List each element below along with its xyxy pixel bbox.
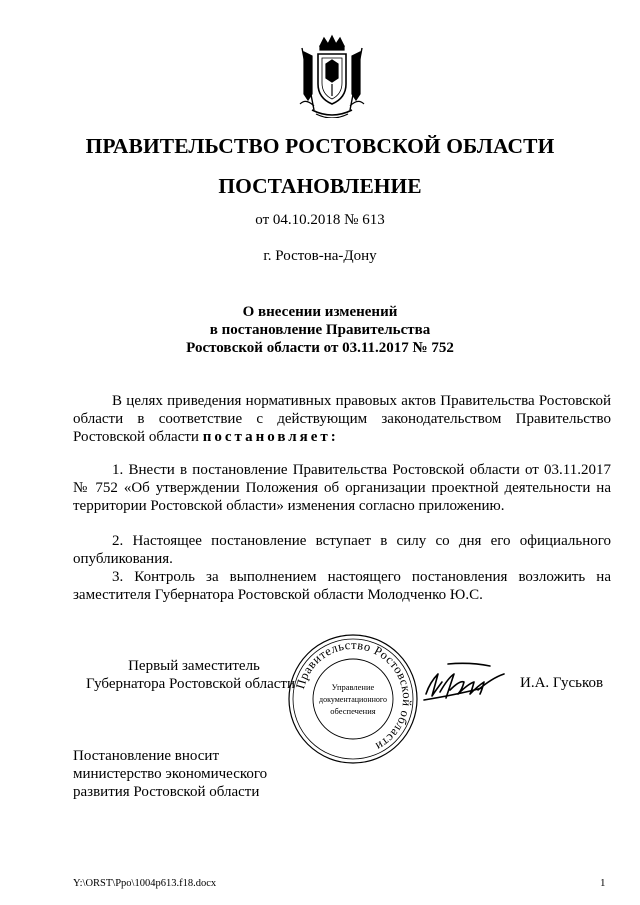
government-title: ПРАВИТЕЛЬСТВО РОСТОВСКОЙ ОБЛАСТИ [85, 134, 555, 158]
resolution-keyword: постановляет: [202, 429, 339, 445]
submitter-line-2: министерство экономического [73, 766, 268, 782]
signer-role-line-2: Губернатора Ростовской области [85, 676, 295, 692]
subject-line-1: О внесении изменений [242, 304, 398, 320]
seal-center-line-1: Управление [331, 682, 375, 692]
coat-of-arms-icon [298, 34, 366, 118]
intro-paragraph [73, 392, 611, 446]
document-type: ПОСТАНОВЛЕНИЕ [218, 174, 422, 198]
signer-name: И.А. Гуськов [520, 675, 604, 691]
submitter-block [73, 747, 267, 801]
page-number: 1 [600, 877, 606, 889]
document-place: г. Ростов-на-Дону [263, 248, 377, 264]
footer-file-path: Y:\ORST\Ppo\1004p613.f18.docx [73, 878, 217, 889]
intro-text: В целях приведения нормативных правовых актов Правительства Ростовской области в соответствие с действующим законодательством Правительство Ростовской области [73, 393, 611, 445]
seal-ring-text: Правительство Ростовской области [293, 637, 415, 754]
item-2-paragraph: 2. Настоящее постановление вступает в силу со дня его официального опубликования. [73, 533, 611, 567]
handwritten-signature-icon [420, 660, 510, 708]
item-1-paragraph: 1. Внести в постановление Правительства Ростовской области от 03.11.2017 № 752 «Об утверждении Положения об организации проектной деятельности на территории Ростовской области» изменения согласно приложению. [73, 462, 611, 514]
submitter-line-1: Постановление вносит [73, 748, 220, 764]
submitter-line-3: развития Ростовской области [73, 784, 260, 800]
seal-center-line-3: обеспечения [330, 706, 376, 716]
document-subject [0, 303, 640, 357]
item-3-paragraph: 3. Контроль за выполнением настоящего постановления возложить на заместителя Губернатора Ростовской области Молодченко Ю.С. [73, 569, 611, 603]
signer-role-line-1: Первый заместитель [128, 658, 260, 674]
seal-center-line-2: документационного [319, 695, 387, 704]
document-date-number: от 04.10.2018 № 613 [255, 212, 385, 228]
subject-line-3: Ростовской области от 03.11.2017 № 752 [186, 340, 454, 356]
official-seal-icon [286, 632, 420, 766]
signer-role [73, 657, 295, 693]
subject-line-2: в постановление Правительства [209, 322, 431, 338]
